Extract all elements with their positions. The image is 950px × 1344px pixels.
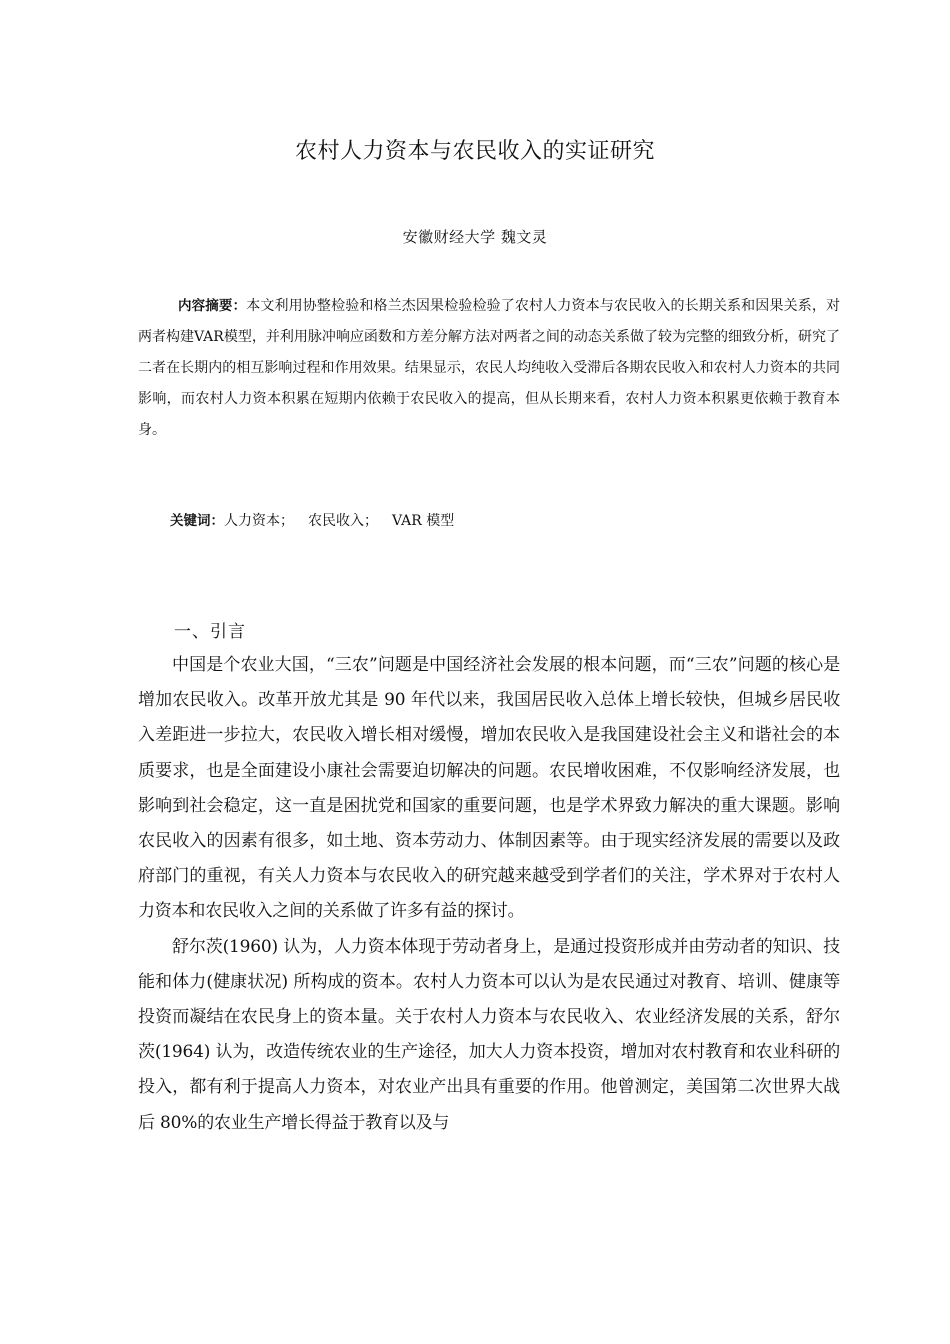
abstract-text: 本文利用协整检验和格兰杰因果检验检验了农村人力资本与农民收入的长期关系和因果关系，对两者构建VAR模型，并利用脉冲响应函数和方差分解方法对两者之间的动态关系做了较为完整的细致分析，研究了二者在长期内的相互影响过程和作用效果。结果显示，农民人均纯收入受滞后各期农民收入和农村人力资本的共同影响，而农村人力资本积累在短期内依赖于农民收入的提高，但从长期来看，农村人力资本积累更依赖于教育本身。 — [138, 298, 841, 438]
keyword-item: 人力资本； — [224, 513, 294, 529]
body-paragraph: 中国是个农业大国，“三农”问题是中国经济社会发展的根本问题，而“三农”问题的核心是增加农民收入。改革开放尤其是 90 年代以来，我国居民收入总体上增长较快，但城乡居民收入差距进一步拉大，农民收入增长相对缓慢，增加农民收入是我国建设社会主义和谐社会的本质要求，也是全面建设小康社会需要迫切解决的问题。农民增收困难，不仅影响经济发展，也影响到社会稳定，这一直是困扰党和国家的重要问题，也是学术界致力解决的重大课题。影响农民收入的因素有很多，如土地、资本劳动力、体制因素等。由于现实经济发展的需要以及政府部门的重视，有关人力资本与农民收入的研究越来越受到学者们的关注，学术界对于农村人力资本和农民收入之间的关系做了许多有益的探讨。 — [138, 655, 840, 922]
section-heading: 一、引言 — [174, 622, 246, 642]
keywords-label: 关键词： — [170, 513, 224, 529]
abstract — [138, 291, 840, 446]
keyword-item: VAR 模型 — [392, 513, 455, 529]
abstract-label: 内容摘要： — [178, 298, 247, 314]
author-affiliation: 安徽财经大学 魏文灵 — [402, 228, 548, 246]
keyword-item: 农民收入； — [308, 513, 378, 529]
paper-title: 农村人力资本与农民收入的实证研究 — [294, 139, 655, 164]
body-paragraph: 舒尔茨(1960) 认为，人力资本体现于劳动者身上，是通过投资形成并由劳动者的知识、技能和体力(健康状况) 所构成的资本。农村人力资本可以认为是农民通过对教育、培训、健康等投资而凝结在农民身上的资本量。关于农村人力资本与农民收入、农业经济发展的关系，舒尔茨(1964) 认为，改造传统农业的生产途径，加大人力资本投资，增加对农村教育和农业科研的投入，都有利于提高人力资本，对农业产出具有重要的作用。他曾测定，美国第二次世界大战后 80%的农业生产增长得益于教育以及与 — [138, 936, 840, 1133]
section-body — [138, 648, 840, 1141]
keywords — [170, 509, 454, 530]
